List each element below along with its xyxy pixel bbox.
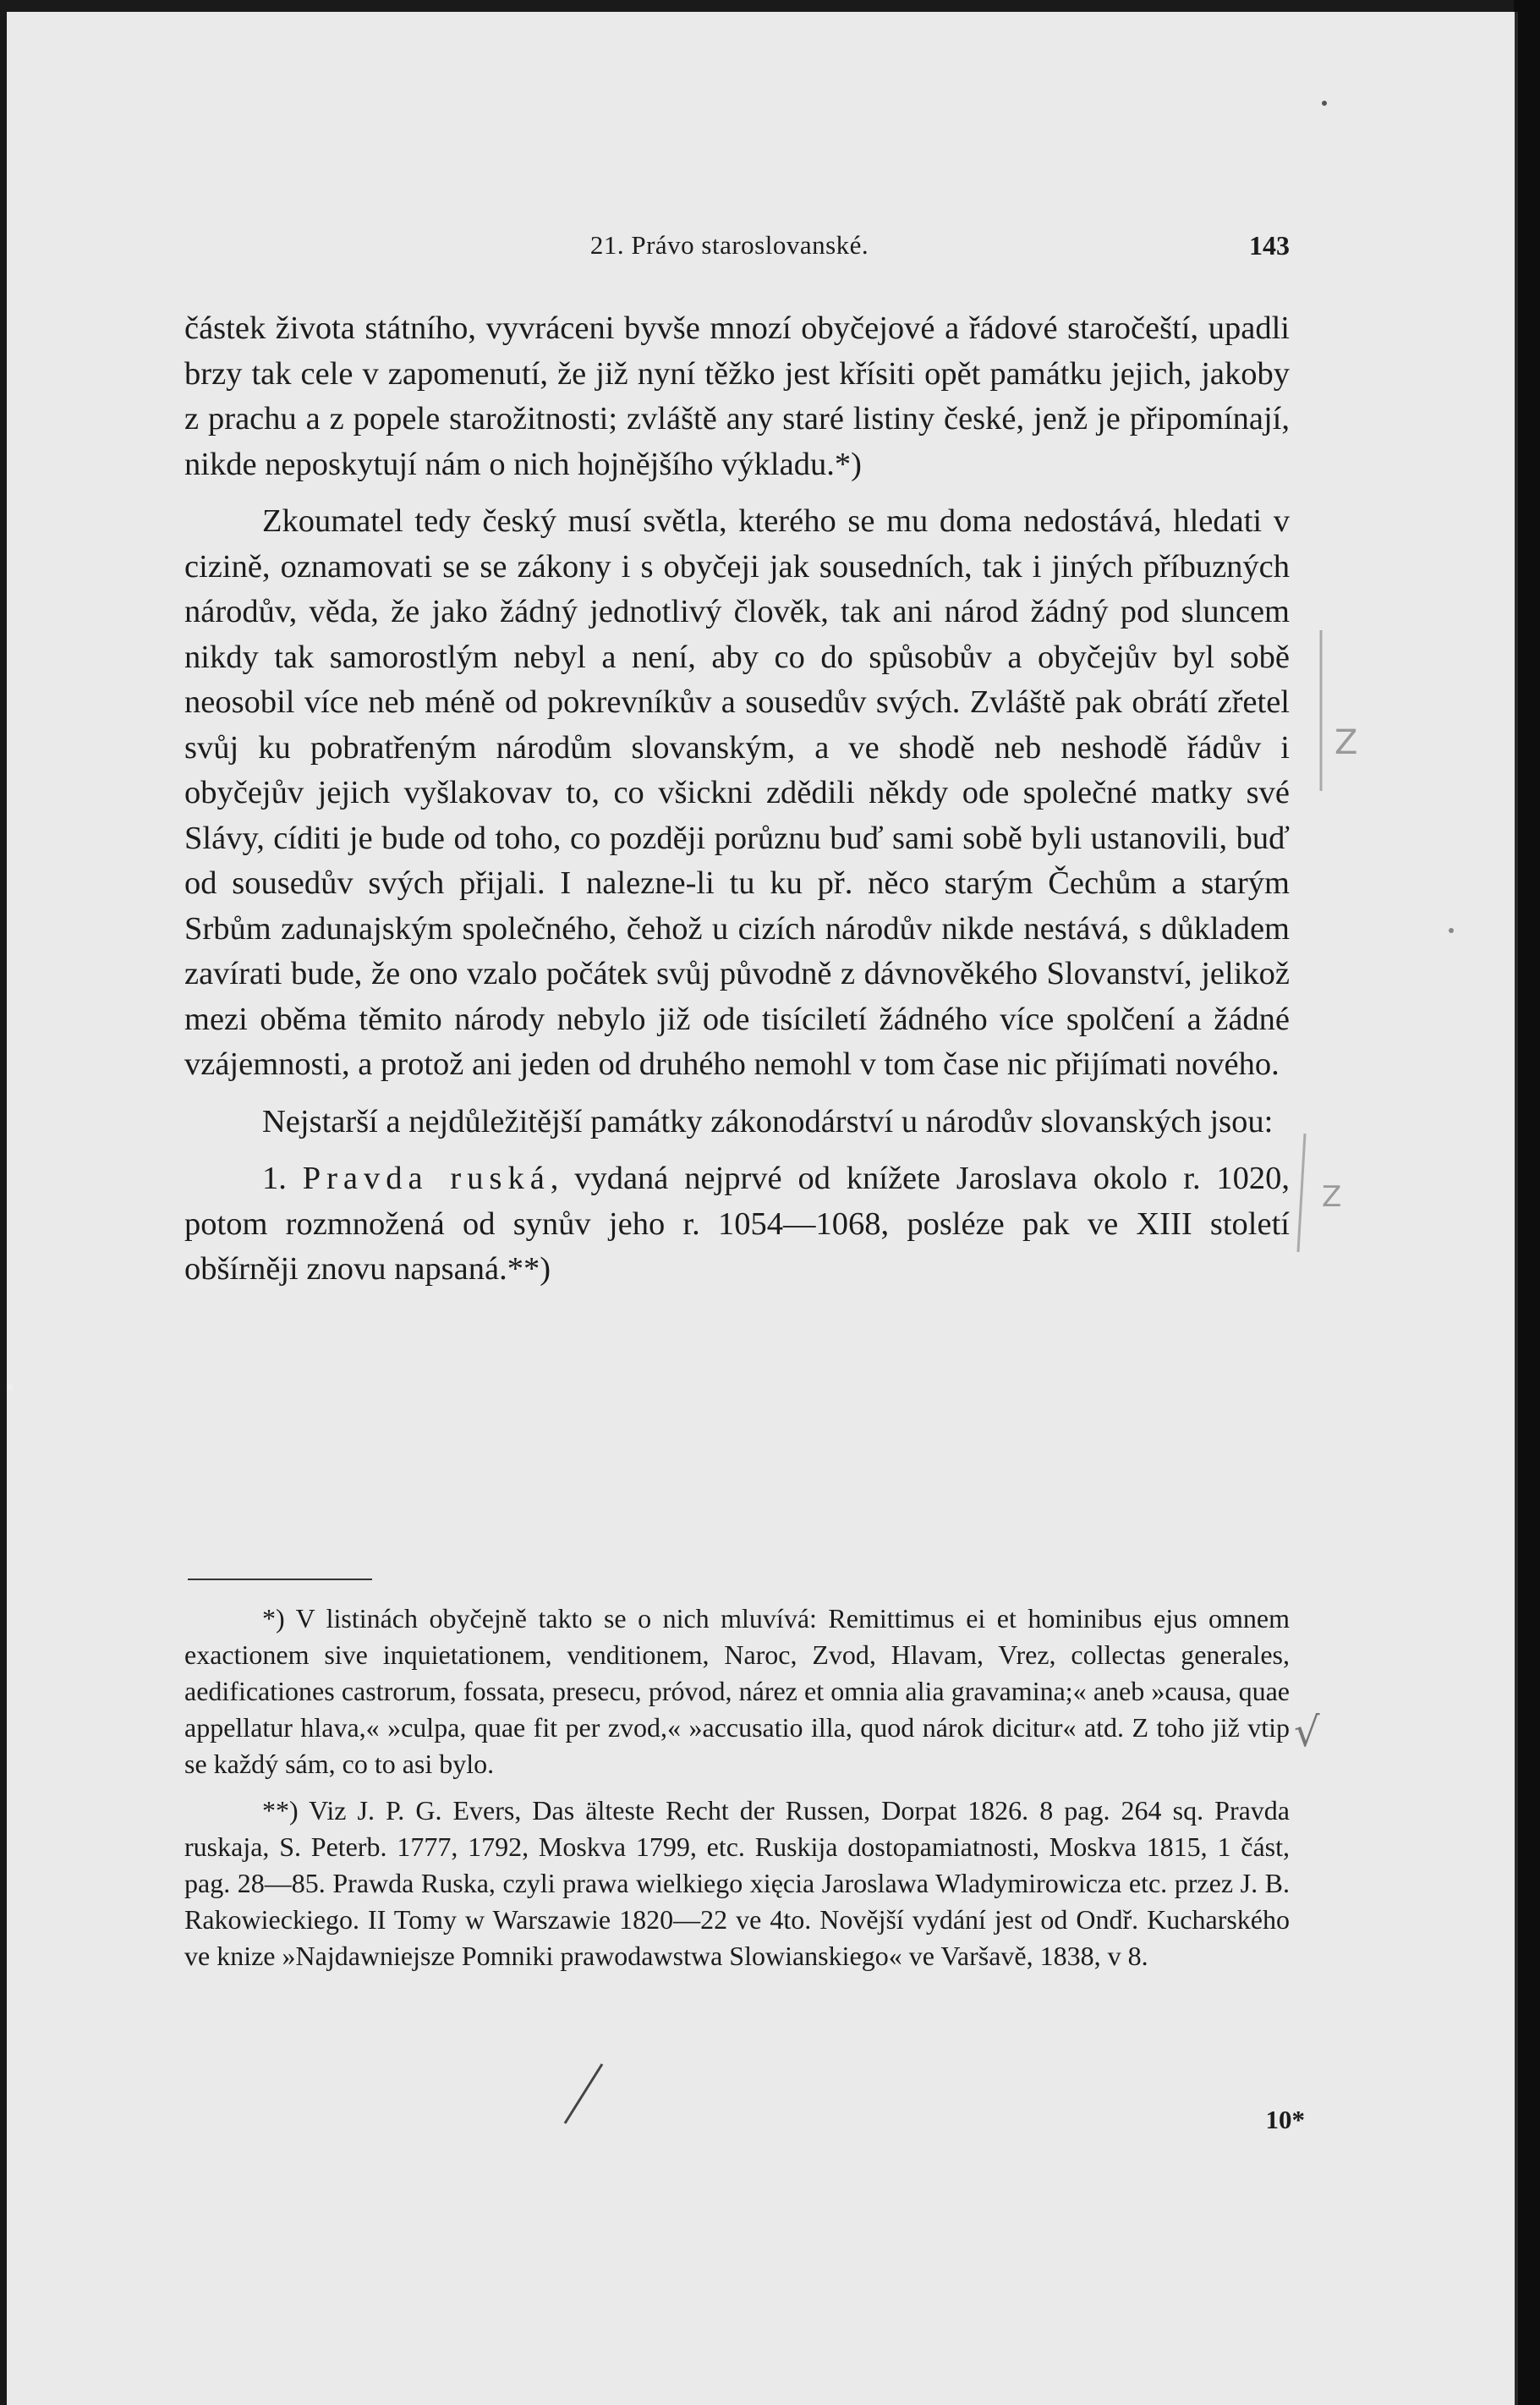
paragraph-4 [184, 1156, 1290, 1293]
margin-mark-z-2: Z [1322, 1180, 1342, 1214]
pravda-ruska-title: Pravda ruská [302, 1161, 551, 1196]
footnote-1: *) V listinách obyčejně takto se o nich mluvívá: Remittimus ei et hominibus ejus omnem exactionem sive inquietationem, venditionem, Naroc, Zvod, Hlavam, Vrez, collectas generales, aedificationes castrorum, fossata, presecu, próvod, nárez et omnia alia gravamina;« aneb »causa, quae appellatur hlava,« »culpa, quae fit per zvod,« »accusatio illa, quod nárok dicitur« atd. Z toho již vtip se každý sám, co to asi bylo. [184, 1603, 1290, 1779]
check-mark: √ [1294, 1709, 1320, 1756]
paragraph-3: Nejstarší a nejdůležitější památky zákonodárství u národův slovanských jsou: [262, 1103, 1274, 1139]
running-title: 21. Právo staroslovanské. [589, 230, 869, 260]
footnotes [184, 1601, 1290, 1974]
list-number: 1. [262, 1161, 287, 1196]
footnote-2: **) Viz J. P. G. Evers, Das älteste Recht der Russen, Dorpat 1826. 8 pag. 264 sq. Pravda ruskaja, S. Peterb. 1777, 1792, Moskva 1799, etc. Ruskija dostopamiatnosti, Moskva 1815, 1 část, pag. 28—85. Prawda Ruska, czyli prawa wielkiego xięcia Jaroslawa Wladymirowicza etc. przez J. B. Rakowieckiego. II Tomy w Warszawie 1820—22 ve 4to. Novější vydání jest od Ondř. Kucharského ve knize »Najdawniejsze Pomniki prawodawstwa Slowianskiego« ve Varšavě, 1838, v 8. [184, 1795, 1290, 1971]
paragraph-1: částek života státního, vyvráceni byvše mnozí obyčejové a řádové staročeští, upadli brzy tak cele v zapomenutí, že již nyní těžko jest křísiti opět památku jejich, jakoby z prachu a z popele starožitnosti; zvláště any staré listiny české, jenž je připomínají, nikde neposkytují nám o nich hojnějšího výkladu.*) [184, 310, 1290, 482]
paragraph-4-text: , vydaná nejprvé od knížete Jaroslava okolo r. 1020, potom rozmnožená od synův jeho r. 1054—1068, posléze pak ve XIII století obšírněji znovu napsaná.**) [184, 1161, 1291, 1287]
printer-signature: 10* [1265, 2105, 1305, 2134]
paragraph-2: Zkoumatel tedy český musí světla, kterého se mu doma nedostává, hledati v cizině, oznamovati se se zákony i s obyčeji jak sousedních, tak i jiných příbuzných národův, věda, že jako žádný jednotlivý člověk, tak ani národ žádný pod sluncem nikdy tak samorostlým nebyl a není, aby co do spůsobův a obyčejův byl sobě neosobil více neb méně od pokrevníkův a sousedův svých. Zvláště pak obrátí zřetel svůj ku pobratřeným národům slovanským, a ve shodě neb neshodě řádův i obyčejův jejich vyšlakovav to, co všickni zdědili někdy ode společné matky své Slávy, cíditi je bude od toho, co později porůznu buď sami sobě byli ustanovili, buď od sousedův svých přijali. I nalezne-li tu ku př. něco starým Čechům a starým Srbům zadunajským společného, čehož u cizích národův nikde nestává, s důkladem zavírati bude, že ono vzalo počátek svůj původně z dávnověkého Slovanství, jelikož mezi oběma těmito národy nebylo již ode tisíciletí žádného více spolčení a žádné vzájemnosti, a protož ani jeden od druhého nemohl v tom čase nic přijímati nového. [184, 503, 1290, 1082]
main-text [184, 306, 1290, 1293]
footnote-rule [188, 1579, 372, 1580]
page-header [169, 230, 1290, 264]
page-number: 143 [1249, 230, 1290, 261]
margin-mark-z-1: Z [1334, 723, 1358, 762]
